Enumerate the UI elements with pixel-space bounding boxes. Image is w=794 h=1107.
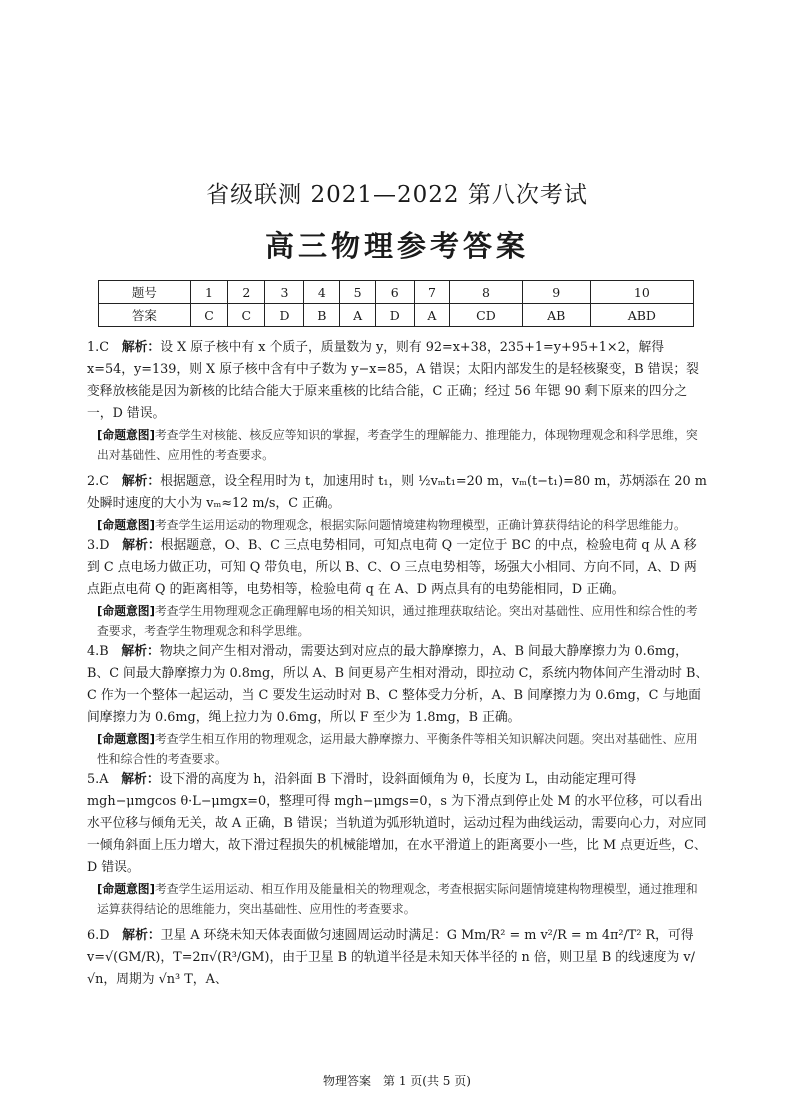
table-row-label: 答案 — [99, 304, 191, 327]
solutions — [87, 337, 709, 991]
page-footer: 物理答案 第 1 页(共 5 页) — [323, 1074, 471, 1088]
table-cell: 2 — [228, 281, 265, 304]
question-number: 5.A — [87, 772, 109, 787]
table-cell: C — [190, 304, 227, 327]
table-cell: CD — [450, 304, 523, 327]
intent-text: 考查学生对核能、核反应等知识的掌握，考查学生的理解能力、推理能力，体现物理观念和科学思维，突出对基础性、应用性的考查要求。 — [97, 428, 698, 462]
analysis-label: 解析： — [121, 772, 160, 787]
intent-text: 考查学生运用运动、相互作用及能量相关的物理观念，考查根据实际问题情境建构物理模型，通过推理和运算获得结论的思维能力，突出基础性、应用性的考查要求。 — [97, 882, 698, 916]
table-row-label: 题号 — [99, 281, 191, 304]
table-cell: C — [228, 304, 265, 327]
analysis-label: 解析： — [122, 538, 161, 553]
subject-title: 高三物理参考答案 — [264, 229, 529, 263]
table-row-numbers — [99, 281, 694, 304]
intent-text: 考查学生相互作用的物理观念，运用最大静摩擦力、平衡条件等相关知识解决问题。突出对基础性、应用性和综合性的考查要求。 — [97, 732, 698, 766]
question-number: 6.D — [87, 928, 110, 943]
solution-text: 根据题意，O、B、C 三点电势相同，可知点电荷 Q 一定位于 BC 的中点，检验电荷 q 从 A 移到 C 点电场力做正功，可知 Q 带负电，所以 B、C、O 三点电势相等，场强大小相同、方向不同，A、D 两点距点电荷 Q 的距离相等，电势相等，检验电荷 q 在 A、D 两点具有的电势能相同，D 正确。 — [87, 538, 697, 597]
solution-text: 根据题意，设全程用时为 t，加速用时 t₁，则 ½vₘt₁=20 m，vₘ(t−t₁)=80 m，苏炳添在 20 m 处瞬时速度的大小为 vₘ≈12 m/s，C 正确。 — [87, 474, 707, 511]
answer-table — [98, 280, 694, 327]
intent-label: [命题意图] — [97, 518, 155, 532]
solution-text: 设下滑的高度为 h，沿斜面 B 下滑时，设斜面倾角为 θ，长度为 L，由动能定理可得 mgh−μmgcos θ·L−μmgx=0，整理可得 mgh−μmgs=0，s 为下滑点到停止处 M 的水平位移，可以看出水平位移与倾角无关，故 A 正确，B 错误；当轨道为弧形轨道时，运动过程为曲线运动，需要向心力，对应同一倾角斜面上压力增大，故下滑过程损失的机械能增加，在水平滑道上的距离要小一些，比 M 点更近些，C、D 错误。 — [87, 772, 707, 875]
table-cell: 7 — [414, 281, 449, 304]
intent-text: 考查学生运用运动的物理观念，根据实际问题情境建构物理模型，正确计算获得结论的科学思维能力。 — [154, 518, 686, 532]
solution-text: 卫星 A 环绕未知天体表面做匀速圆周运动时满足：G Mm/R² = m v²/R = m 4π²/T² R，可得 v=√(GM/R)，T=2π√(R³/GM)，由于卫星 B 的轨道半径是未知天体半径的 n 倍，则卫星 B 的线速度为 v/√n，周期为 √n³ T，A、 — [87, 928, 695, 987]
question-number: 2.C — [87, 474, 110, 489]
intent-note — [97, 729, 709, 769]
question-number: 4.B — [87, 644, 109, 659]
analysis-label: 解析： — [121, 644, 160, 659]
analysis-label: 解析： — [121, 474, 161, 489]
solution-1 — [87, 337, 709, 465]
table-cell: A — [414, 304, 449, 327]
intent-label: [命题意图] — [97, 604, 155, 618]
solution-4 — [87, 641, 709, 769]
table-cell: 1 — [190, 281, 227, 304]
table-cell: D — [375, 304, 414, 327]
question-number: 1.C — [87, 340, 110, 355]
solution-text: 设 X 原子核中有 x 个质子，质量数为 y，则有 92=x+38，235+1=y+95+1×2，解得 x=54，y=139，则 X 原子核中含有中子数为 y−x=85，A 错误；太阳内部发生的是轻核聚变，B 错误；裂变释放核能是因为新核的比结合能大于原来重核的比结合能，C 正确；经过 56 年锶 90 剩下原来的四分之一，D 错误。 — [87, 340, 699, 421]
table-cell: ABD — [590, 304, 693, 327]
intent-note — [97, 601, 709, 641]
intent-note — [97, 515, 709, 535]
intent-text: 考查学生用物理观念正确理解电场的相关知识，通过推理获取结论。突出对基础性、应用性和综合性的考查要求，考查学生物理观念和科学思维。 — [97, 604, 698, 638]
solution-2 — [87, 471, 709, 535]
intent-label: [命题意图] — [97, 732, 155, 746]
table-cell: AB — [522, 304, 590, 327]
table-cell: 8 — [450, 281, 523, 304]
table-cell: 3 — [265, 281, 304, 304]
analysis-label: 解析： — [121, 340, 161, 355]
exam-title: 省级联测 2021—2022 第八次考试 — [206, 182, 588, 208]
table-cell: 10 — [590, 281, 693, 304]
solution-6 — [87, 925, 709, 991]
intent-note — [97, 425, 709, 465]
table-cell: 5 — [340, 281, 375, 304]
table-cell: D — [265, 304, 304, 327]
analysis-label: 解析： — [122, 928, 161, 943]
table-cell: 9 — [522, 281, 590, 304]
table-cell: 6 — [375, 281, 414, 304]
solution-5 — [87, 769, 709, 919]
table-cell: A — [340, 304, 375, 327]
table-cell: 4 — [304, 281, 340, 304]
solution-text: 物块之间产生相对滑动，需要达到对应点的最大静摩擦力，A、B 间最大静摩擦力为 0.6mg，B、C 间最大静摩擦力为 0.8mg，所以 A、B 间更易产生相对滑动，即拉动 C，系统内物体间产生滑动时 B、C 作为一个整体一起运动，当 C 要发生运动时对 B、C 整体受力分析，A、B 间摩擦力为 0.6mg，C 与地面间摩擦力为 0.6mg，绳上拉力为 0.6mg，所以 F 至少为 1.8mg，B 正确。 — [87, 644, 709, 725]
table-row-answers — [99, 304, 694, 327]
question-number: 3.D — [87, 538, 110, 553]
intent-label: [命题意图] — [97, 882, 155, 896]
solution-3 — [87, 535, 709, 641]
intent-note — [97, 879, 709, 919]
intent-label: [命题意图] — [97, 428, 155, 442]
table-cell: B — [304, 304, 340, 327]
